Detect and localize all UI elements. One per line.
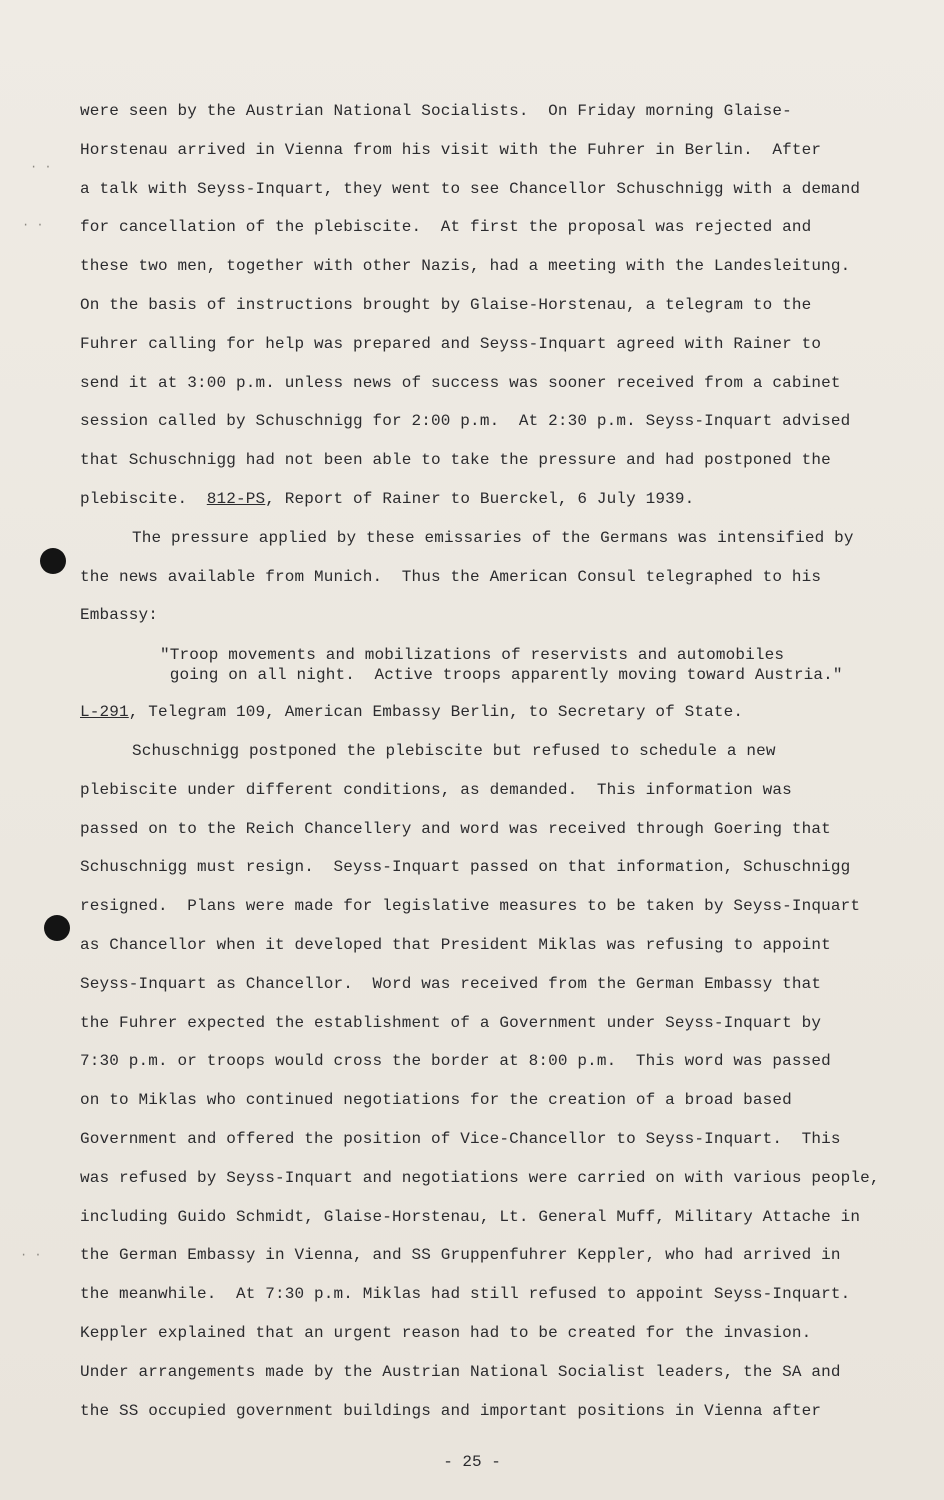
text-line: on to Miklas who continued negotiations for the creation of a broad based [80, 1091, 792, 1110]
text-line: The pressure applied by these emissaries of the Germans was intensified by [132, 528, 854, 547]
text-line: Government and offered the position of Vice-Chancellor to Seyss-Inquart. This [80, 1129, 841, 1148]
text-line: Seyss-Inquart as Chancellor. Word was received from the German Embassy that [80, 974, 822, 993]
quote-citation [80, 693, 880, 732]
text-line: session called by Schuschnigg for 2:00 p.m. At 2:30 p.m. Seyss-Inquart advised [80, 412, 851, 431]
page-number: - 25 - [443, 1453, 501, 1471]
paragraph-1 [80, 92, 880, 519]
text-line: 7:30 p.m. or troops would cross the border at 8:00 p.m. This word was passed [80, 1052, 831, 1071]
text-line: Under arrangements made by the Austrian National Socialist leaders, the SA and [80, 1362, 841, 1381]
text-line-citation [80, 480, 880, 519]
punch-hole-lower [44, 915, 70, 941]
text-line: the SS occupied government buildings and important positions in Vienna after [80, 1401, 822, 1420]
citation-prefix: plebiscite. [80, 489, 207, 508]
margin-dots: · · [30, 160, 52, 174]
text-line: passed on to the Reich Chancellery and word was received through Goering that [80, 819, 831, 838]
text-line: was refused by Seyss-Inquart and negotiations were carried on with various people, [80, 1168, 880, 1187]
text-line: including Guido Schmidt, Glaise-Horstenau, Lt. General Muff, Military Attache in [80, 1207, 861, 1226]
document-reference: 812-PS [206, 489, 266, 508]
text-line: as Chancellor when it developed that President Miklas was refusing to appoint [80, 935, 831, 954]
citation-text: , Telegram 109, American Embassy Berlin, to Secretary of State. [128, 703, 744, 722]
text-line: the meanwhile. At 7:30 p.m. Miklas had still refused to appoint Seyss-Inquart. [80, 1285, 851, 1304]
margin-dots: · · [22, 218, 44, 232]
paragraph-2 [80, 519, 880, 635]
text-line: for cancellation of the plebiscite. At first the proposal was rejected and [80, 218, 812, 237]
text-line: send it at 3:00 p.m. unless news of success was sooner received from a cabinet [80, 373, 841, 392]
text-line: resigned. Plans were made for legislative measures to be taken by Seyss-Inquart [80, 897, 861, 916]
block-quote [80, 635, 880, 693]
text-line: the news available from Munich. Thus the American Consul telegraphed to his [80, 567, 822, 586]
text-line: Embassy: [80, 606, 159, 625]
text-line: were seen by the Austrian National Socialists. On Friday morning Glaise- [80, 102, 792, 120]
document-reference: L-291 [80, 703, 129, 722]
text-line: Fuhrer calling for help was prepared and Seyss-Inquart agreed with Rainer to [80, 334, 822, 353]
text-line: On the basis of instructions brought by Glaise-Horstenau, a telegram to the [80, 295, 812, 314]
text-line: Schuschnigg postponed the plebiscite but refused to schedule a new [132, 741, 776, 760]
text-line: the German Embassy in Vienna, and SS Gruppenfuhrer Keppler, who had arrived in [80, 1246, 841, 1265]
paragraph-3 [80, 732, 880, 1430]
text-line: that Schuschnigg had not been able to take the pressure and had postponed the [80, 451, 831, 470]
margin-dots: · · [20, 1248, 42, 1262]
citation-text: , Report of Rainer to Buerckel, 6 July 1939. [265, 489, 695, 508]
text-line: plebiscite under different conditions, as demanded. This information was [80, 780, 792, 799]
text-line: Horstenau arrived in Vienna from his visit with the Fuhrer in Berlin. After [80, 140, 822, 159]
quote-line: "Troop movements and mobilizations of reservists and automobiles [160, 646, 785, 665]
body-text [80, 92, 880, 1430]
quote-line: going on all night. Active troops apparently moving toward Austria." [160, 666, 843, 685]
text-line: the Fuhrer expected the establishment of a Government under Seyss-Inquart by [80, 1013, 822, 1032]
text-line: Keppler explained that an urgent reason had to be created for the invasion. [80, 1323, 812, 1342]
text-line: Schuschnigg must resign. Seyss-Inquart passed on that information, Schuschnigg [80, 858, 851, 877]
text-line: a talk with Seyss-Inquart, they went to see Chancellor Schuschnigg with a demand [80, 179, 861, 198]
text-line: these two men, together with other Nazis, had a meeting with the Landesleitung. [80, 257, 851, 276]
punch-hole-upper [40, 548, 66, 574]
